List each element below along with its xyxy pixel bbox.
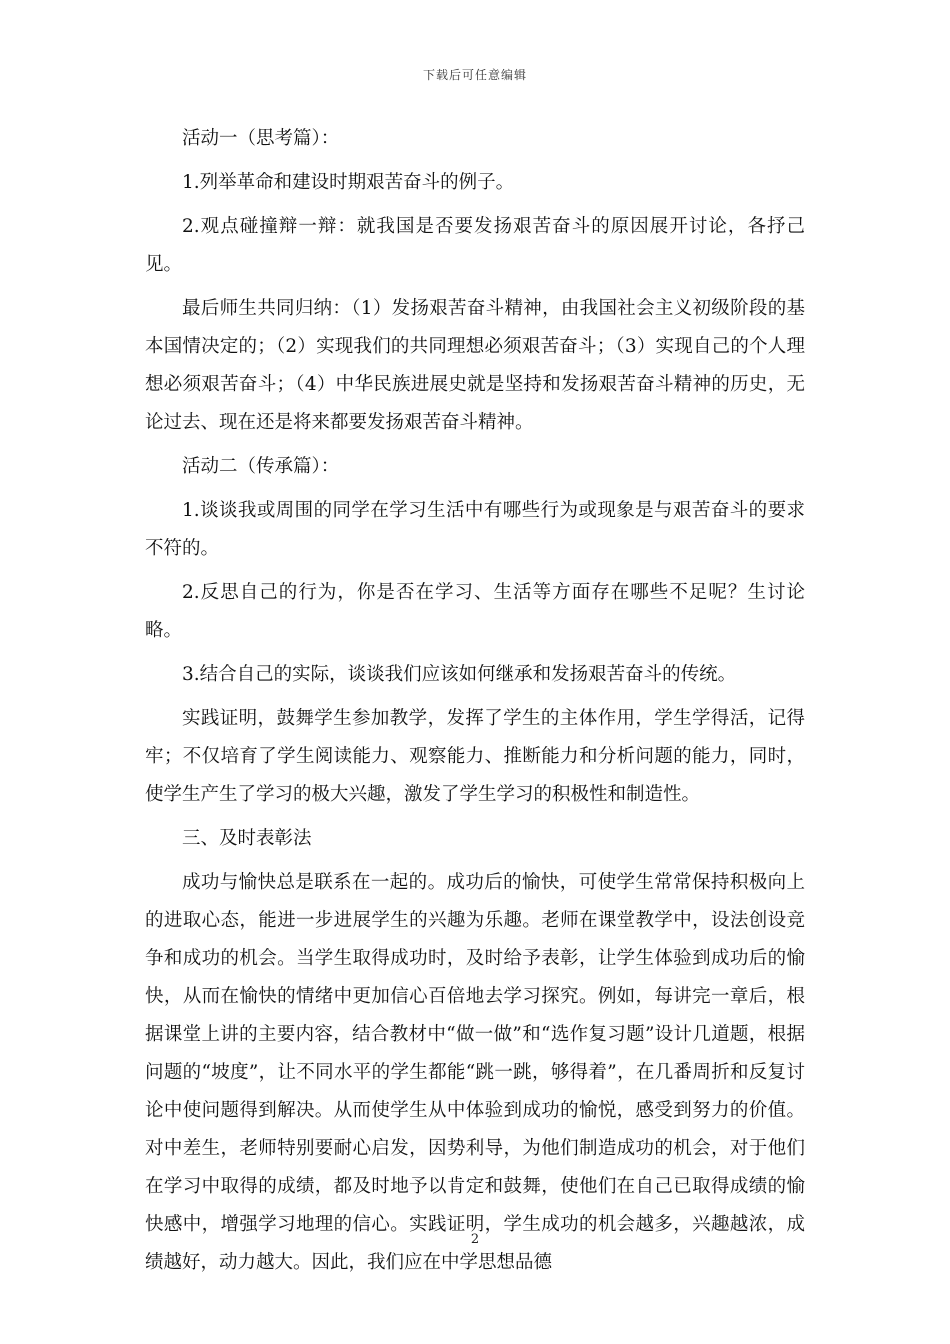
activity-one-item-1: 1.列举革命和建设时期艰苦奋斗的例子。 [182,172,515,193]
activity-two-heading: 活动二（传承篇）： [182,456,340,477]
section-three-heading: 三、及时表彰法 [182,828,312,849]
success-paragraph: 成功与愉快总是联系在一起的。成功后的愉快，可使学生常常保持积极向上的进取心态，能进一步进展学生的兴趣为乐趣。老师在课堂教学中，设法创设竞争和成功的机会。当学生取得成功时，及时给予表彰，让学生体验到成功后的愉快，从而在愉快的情绪中更加信心百倍地去学习探究。例如，每讲完一章后，根据课堂上讲的主要内容，结合教材中“做一做”和“选作复习题”设计几道题，根据问题的“坡度”，让不同水平的学生都能“跳一跳，够得着”，在几番周折和反复讨论中使问题得到解决。从而使学生从中体验到成功的愉悦，感受到努力的价值。对中差生，老师特别要耐心启发，因势利导，为他们制造成功的机会，对于他们在学习中取得的成绩，都及时地予以肯定和鼓舞，使他们在自己已取得成绩的愉快感中，增强学习地理的信心。实践证明，学生成功的机会越多，兴趣越浓，成绩越好，动力越大。因此，我们应在中学思想品德 [145,872,805,1273]
activity-two-item-2: 2.反思自己的行为，你是否在学习、生活等方面存在哪些不足呢？生讨论略。 [145,582,805,641]
page-header: 下载后可任意编辑 [422,68,527,82]
summary-paragraph: 最后师生共同归纳：（1）发扬艰苦奋斗精神，由我国社会主义初级阶段的基本国情决定的；（2）实现我们的共同理想必须艰苦奋斗；（3）实现自己的个人理想必须艰苦奋斗；（4）中华民族进展史就是坚持和发扬艰苦奋斗精神的历史，无论过去、现在还是将来都要发扬艰苦奋斗精神。 [145,298,805,433]
activity-one-item-2: 2.观点碰撞辩一辩：就我国是否要发扬艰苦奋斗的原因展开讨论，各抒己见。 [145,216,805,275]
practice-proof-paragraph: 实践证明，鼓舞学生参加教学，发挥了学生的主体作用，学生学得活，记得牢；不仅培育了学生阅读能力、观察能力、推断能力和分析问题的能力，同时，使学生产生了学习的极大兴趣，激发了学生学习的积极性和制造性。 [145,708,805,805]
activity-one-heading: 活动一（思考篇）： [182,128,340,149]
document-body [145,120,805,1288]
page-number: 2 [470,1232,480,1247]
activity-two-item-1: 1.谈谈我或周围的同学在学习生活中有哪些行为或现象是与艰苦奋斗的要求不符的。 [145,500,805,559]
activity-two-item-3: 3.结合自己的实际，谈谈我们应该如何继承和发扬艰苦奋斗的传统。 [182,664,737,685]
